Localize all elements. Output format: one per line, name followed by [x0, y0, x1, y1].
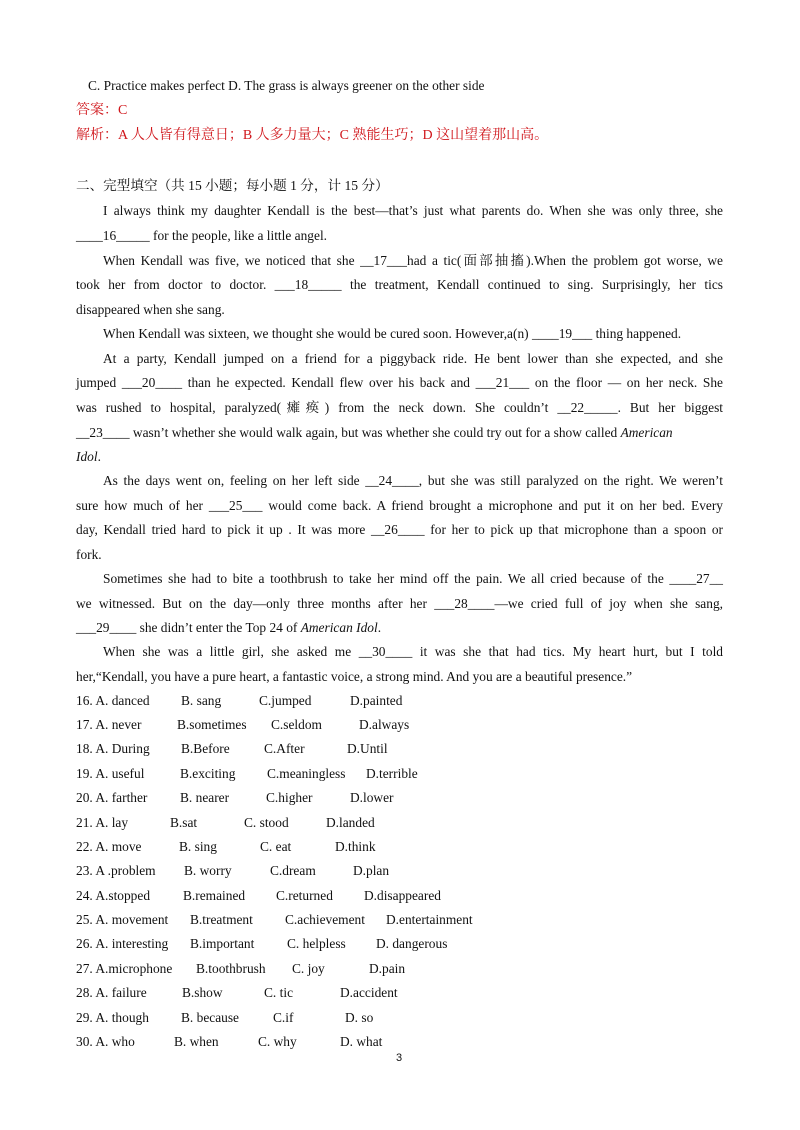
option-d: D. what [340, 1034, 383, 1049]
option-b: B. when [174, 1034, 219, 1049]
option-c: C. why [258, 1034, 297, 1049]
passage-line: her,“Kendall, you have a pure heart, a fantastic voice, a strong mind. And you are a beautiful presence.” [76, 669, 633, 684]
option-c: C. joy [292, 961, 325, 976]
passage-line: When Kendall was five, we noticed that she __17___had a tic(面部抽搐).When the problem got worse, we [103, 253, 723, 268]
passage-text: . [377, 620, 382, 635]
option-a: 24. A.stopped [76, 888, 151, 903]
passage-line: ____16_____ for the people, like a little angel. [76, 228, 328, 243]
option-b: B. sang [181, 693, 222, 708]
option-c: C.returned [276, 888, 333, 903]
option-d: D.terrible [366, 766, 418, 781]
passage-line: As the days went on, feeling on her left side __24____, but she was still paralyzed on the right. We weren’t [103, 473, 723, 488]
option-c: C. helpless [287, 936, 346, 951]
option-c: C. tic [264, 985, 294, 1000]
prev-question-options: C. Practice makes perfect D. The grass is always greener on the other side [88, 78, 485, 93]
option-d: D.Until [347, 741, 388, 756]
option-d: D.pain [369, 961, 406, 976]
option-c: C.jumped [259, 693, 312, 708]
option-c: C.if [273, 1010, 294, 1025]
option-b: B.toothbrush [196, 961, 266, 976]
passage-line: When Kendall was sixteen, we thought she would be cured soon. However,a(n) ____19___ thing happened. [103, 326, 682, 341]
option-b: B.show [182, 985, 223, 1000]
option-c: C. eat [260, 839, 292, 854]
passage-line: sure how much of her ___25___ would come back. A friend brought a microphone and put it on her bed. Every [76, 498, 723, 513]
passage-line: Sometimes she had to bite a toothbrush to take her mind off the pain. We all cried because of the ____27__ [103, 571, 723, 586]
option-b: B.important [190, 936, 255, 951]
passage-line: disappeared when she sang. [76, 302, 225, 317]
option-b: B.treatment [190, 912, 253, 927]
option-d: D.painted [350, 693, 403, 708]
passage-line [76, 425, 673, 441]
passage-line: I always think my daughter Kendall is the best—that’s just what parents do. When she was only three, she [103, 203, 723, 218]
option-c: C. stood [244, 815, 289, 830]
passage-line [76, 620, 381, 636]
option-d: D.landed [326, 815, 375, 830]
option-c: C.higher [266, 790, 313, 805]
option-c: C.seldom [271, 717, 322, 732]
option-a: 18. A. During [76, 741, 150, 756]
option-d: D.accident [340, 985, 398, 1000]
option-a: 30. A. who [76, 1034, 135, 1049]
passage-line: When she was a little girl, she asked me __30____ it was she that had tics. My heart hurt, but I told [103, 644, 723, 659]
option-d: D.plan [353, 863, 390, 878]
option-b: B. sing [179, 839, 217, 854]
show-title: Idol [76, 449, 98, 464]
option-d: D.disappeared [364, 888, 441, 903]
option-b: B.sat [170, 815, 198, 830]
option-a: 17. A. never [76, 717, 142, 732]
option-d: D. dangerous [376, 936, 448, 951]
option-b: B.remained [183, 888, 246, 903]
option-b: B. because [181, 1010, 240, 1025]
option-a: 19. A. useful [76, 766, 145, 781]
passage-line: fork. [76, 547, 102, 562]
option-a: 25. A. movement [76, 912, 169, 927]
passage-line: day, Kendall tried hard to pick it up . It was more __26____ for her to pick up that microphone than a spoon or [76, 522, 723, 537]
passage-line: jumped ___20____ than he expected. Kendall flew over his back and ___21___ on the floor — on her neck. She [76, 375, 723, 390]
option-b: B.Before [181, 741, 230, 756]
option-a: 23. A .problem [76, 863, 156, 878]
passage-text: __23____ wasn’t whether she would walk again, but was whether she could try out for a show called [76, 425, 618, 440]
option-d: D.lower [350, 790, 394, 805]
option-b: B.exciting [180, 766, 236, 781]
page-number: 3 [396, 1052, 403, 1064]
option-a: 28. A. failure [76, 985, 147, 1000]
section-heading: 二、完型填空（共 15 小题；每小题 1 分，计 15 分） [76, 178, 389, 193]
option-b: B.sometimes [177, 717, 247, 732]
passage-line: we witnessed. But on the day—only three months after her ___28____—we cried full of joy when she sang, [76, 596, 723, 611]
option-a: 22. A. move [76, 839, 142, 854]
option-d: D.think [335, 839, 376, 854]
option-c: C.After [264, 741, 305, 756]
analysis-line: 解析：A 人人皆有得意日；B 人多力量大；C 熟能生巧；D 这山望着那山高。 [76, 128, 549, 143]
passage-line: took her from doctor to doctor. ___18_____ the treatment, Kendall continued to sing. Surprisingly, her tics [76, 277, 723, 292]
option-b: B. nearer [180, 790, 230, 805]
answer-line: 答案：C [76, 103, 128, 118]
option-c: C.dream [270, 863, 316, 878]
passage-line: At a party, Kendall jumped on a friend for a piggyback ride. He bent lower than she expected, and she [103, 351, 723, 366]
option-c: C.achievement [285, 912, 365, 927]
option-a: 29. A. though [76, 1010, 149, 1025]
passage-text: ___29____ she didn’t enter the Top 24 of [76, 620, 298, 635]
option-a: 27. A.microphone [76, 961, 173, 976]
show-title: American [620, 425, 673, 440]
passage-text: . [97, 449, 101, 464]
option-a: 26. A. interesting [76, 936, 169, 951]
show-title: American Idol [300, 620, 378, 635]
option-a: 20. A. farther [76, 790, 148, 805]
option-c: C.meaningless [267, 766, 346, 781]
option-a: 21. A. lay [76, 815, 129, 830]
option-b: B. worry [184, 863, 232, 878]
option-d: D. so [345, 1010, 374, 1025]
passage-line [76, 449, 101, 465]
option-a: 16. A. danced [76, 693, 150, 708]
passage-line: was rushed to hospital, paralyzed(瘫痪) from the neck down. She couldn’t __22_____. But her biggest [76, 400, 723, 415]
option-d: D.entertainment [386, 912, 473, 927]
option-d: D.always [359, 717, 410, 732]
